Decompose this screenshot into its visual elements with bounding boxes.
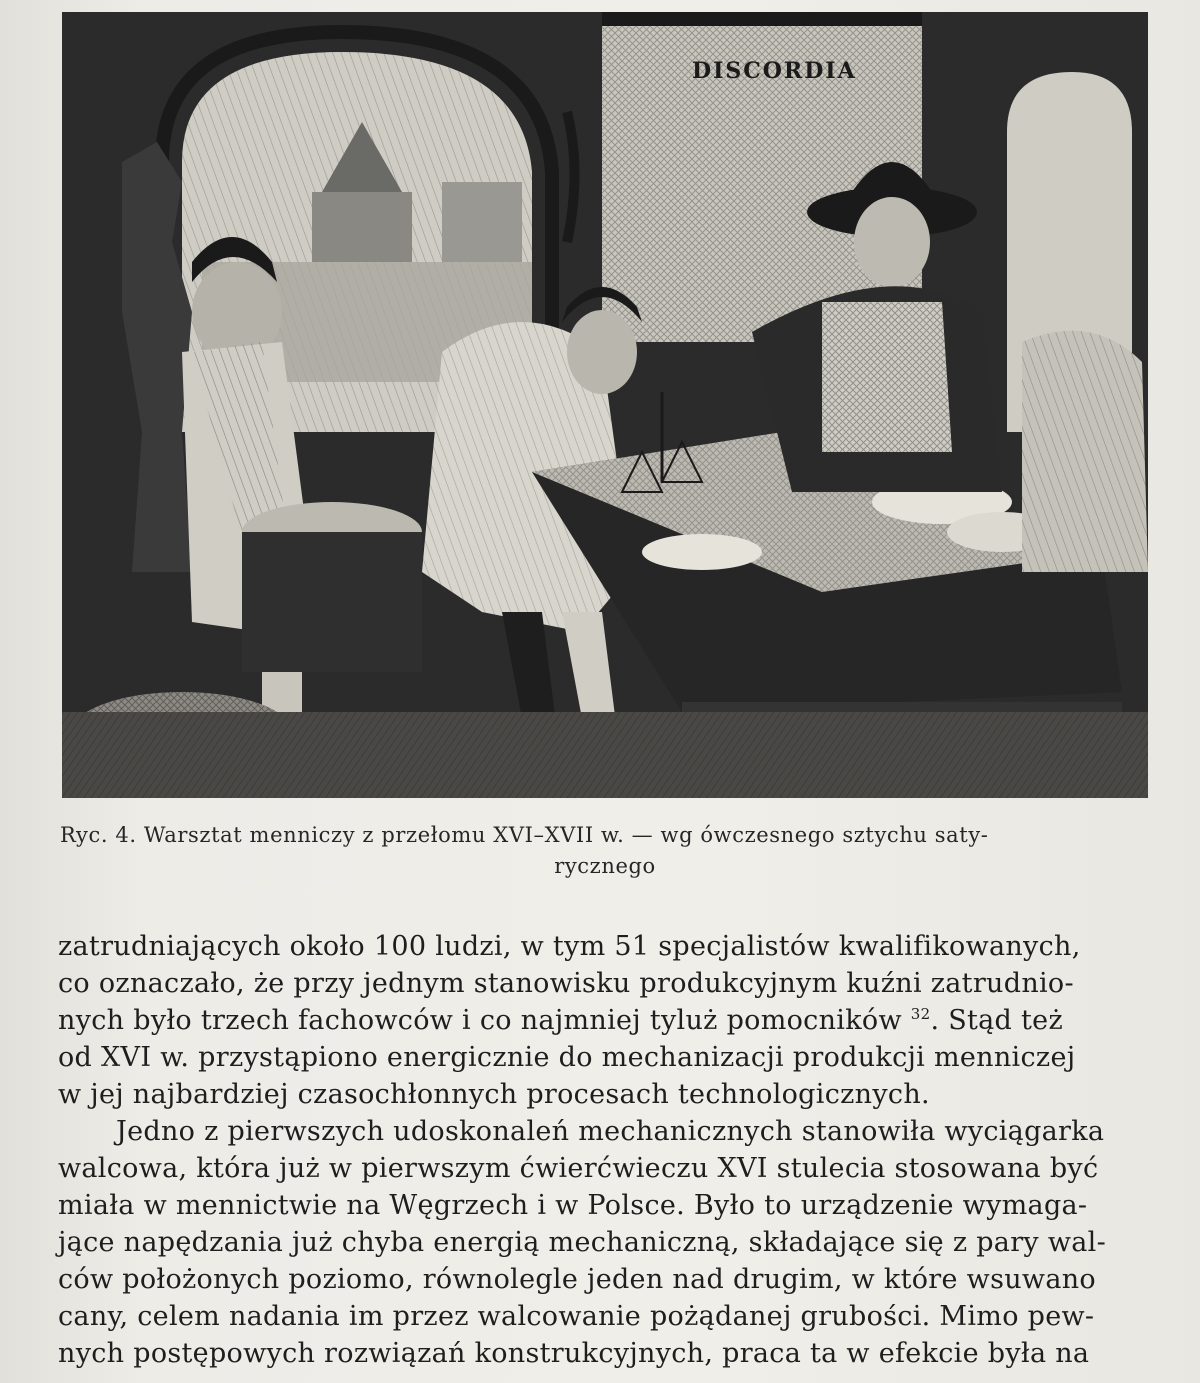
text-line: walcowa, która już w pierwszym ćwierćwieczu XVI stulecia stosowana być — [58, 1153, 1099, 1184]
text-line: Jedno z pierwszych udoskonaleń mechanicznych stanowiła wyciągarka — [116, 1116, 1105, 1147]
text-line: w jej najbardziej czasochłonnych procesach technologicznych. — [58, 1079, 930, 1110]
text-line: ców położonych poziomo, równolegle jeden nad drugim, w które wsuwano — [58, 1264, 1096, 1295]
text-line-part: . Stąd też — [930, 1005, 1063, 1036]
caption-line: Ryc. 4. Warsztat menniczy z przełomu XVI–XVII w. — wg ówczesnego sztychu saty- — [60, 823, 989, 847]
text-line: cany, celem nadania im przez walcowanie pożądanej grubości. Mimo pew- — [58, 1301, 1095, 1332]
body-paragraphs — [58, 928, 1158, 1372]
text-line: co oznaczało, że przy jednym stanowisku produkcyjnym kuźni zatrudnio- — [58, 968, 1074, 999]
text-line — [58, 1002, 1158, 1039]
banner-text: DISCORDIA — [692, 58, 857, 84]
text-line: zatrudniających około 100 ludzi, w tym 51 specjalistów kwalifikowanych, — [58, 931, 1081, 962]
text-line: jące napędzania już chyba energią mechaniczną, składające się z pary wal- — [58, 1227, 1107, 1258]
text-line: od XVI w. przystąpiono energicznie do mechanizacji produkcji menniczej — [58, 1042, 1076, 1073]
footnote-reference: 32 — [910, 1005, 931, 1023]
figure-caption — [60, 820, 1150, 882]
caption-line: rycznego — [554, 854, 656, 878]
text-line-part: nych było trzech fachowców i co najmniej tyluż pomocników — [58, 1005, 902, 1036]
text-line: miała w mennictwie na Węgrzech i w Polsce. Było to urządzenie wymaga- — [58, 1190, 1088, 1221]
engraving-illustration — [62, 12, 1148, 798]
mint-workshop-engraving — [62, 12, 1148, 798]
text-line: nych postępowych rozwiązań konstrukcyjnych, praca ta w efekcie była na — [58, 1338, 1090, 1369]
